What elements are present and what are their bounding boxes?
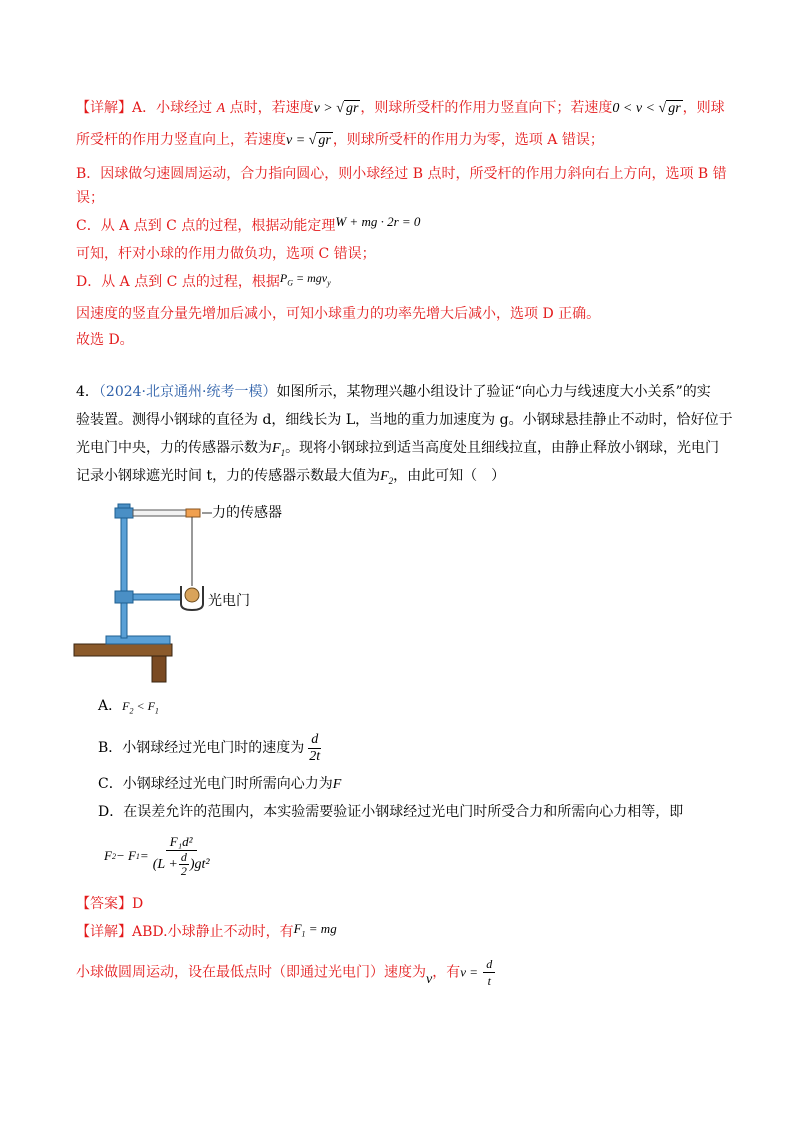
detail-line-4: 误； — [76, 190, 104, 206]
stand-pole — [121, 510, 127, 638]
detail-line-6: 可知，杆对小球的作用力做负功，选项 C 错误； — [76, 246, 376, 262]
question-4-line-2: 验装置。测得小钢球的直径为 d，细线长为 L，当地的重力加速度为 g。小钢球悬挂静止不动时，恰好位于 — [76, 412, 733, 428]
detail-line-5: C．从 A 点到 C 点的过程，根据动能定理W + mg · 2r = 0 — [76, 214, 421, 234]
force-sensor — [186, 509, 200, 517]
condition-math: 0 < v < √ gr — [612, 101, 681, 116]
detail-line-2: 所受杆的作用力竖直向上，若速度v = √ gr ，则球所受杆的作用力为零，选项 A 错误； — [76, 132, 604, 148]
detail-line-3: B．因球做匀速圆周运动，合力指向圆心，则小球经过 B 点时，所受杆的作用力斜向右上方向，选项 B 错 — [76, 166, 727, 182]
energy-equation: W + mg · 2r = 0 — [335, 214, 421, 229]
force-f2: $F_2$ — [380, 469, 394, 486]
answer-value: D — [132, 896, 144, 912]
detail-line-7: D．从 A 点到 C 点的过程，根据$P_G = mgv_y$ — [76, 271, 331, 290]
apparatus-drawing — [70, 498, 330, 688]
table-leg — [152, 656, 166, 682]
option-d-equation: F 2 − F 1 = F₁d² (L + $\frac{d}{2}$ )gt² — [104, 826, 214, 886]
power-equation: $P_G = mgv_y$ — [279, 271, 331, 288]
label-force-sensor: 力的传感器 — [212, 505, 282, 521]
detail-line-1: 【详解】A．小球经过 A 点时，若速度v > √ gr ，则球所受杆的作用力竖直向下；若速度0 < v < √ gr ，则球 — [76, 100, 725, 116]
detail-line-9: 故选 D。 — [76, 332, 134, 348]
detail-tag: 【详解】 — [76, 100, 132, 116]
condition-math: v > √ gr — [313, 101, 359, 116]
answer-line — [76, 894, 143, 914]
question-source: （2024·北京通州·统考一模） — [98, 384, 277, 400]
apparatus-figure — [70, 498, 330, 688]
gate-arm — [133, 594, 181, 600]
top-clamp — [115, 508, 133, 518]
stand-base — [106, 636, 170, 644]
middle-clamp — [115, 591, 133, 603]
question-number: 4． — [76, 384, 99, 400]
question-4-line-1: 4．（2024·北京通州·统考一模）如图所示，某物理兴趣小组设计了验证“向心力与线速度大小关系”的实 — [76, 384, 711, 400]
detail-4-line-2: 小球做圆周运动，设在最低点时（即通过光电门）速度为v，有v = $\frac{d}{t}$ — [76, 956, 497, 989]
sensor-arm — [133, 510, 189, 516]
force-f1: $F_1$ — [272, 441, 286, 458]
detail-line-8: 因速度的竖直分量先增加后减小，可知小球重力的功率先增大后减小，选项 D 正确。 — [76, 306, 601, 322]
condition-math: v = √ gr — [286, 133, 331, 148]
steel-ball — [185, 588, 199, 602]
detail-4-line-1: 【详解】ABD.小球静止不动时，有$F_1$ = mg — [76, 921, 337, 940]
table-top — [74, 644, 172, 656]
option-b: B．小钢球经过光电门时的速度为 $\frac{d}{2t}$ — [98, 730, 325, 766]
option-d: D．在误差允许的范围内，本实验需要验证小钢球经过光电门时所受合力和所需向心力相等，即 — [98, 804, 684, 820]
question-4-line-4: 记录小钢球遮光时间 t，力的传感器示数最大值为$F_2$，由此可知（ ） — [76, 468, 506, 486]
detail-tag: 【详解】 — [76, 924, 132, 940]
option-c: C．小钢球经过光电门时所需向心力为F — [98, 776, 342, 792]
label-photogate: 光电门 — [208, 593, 250, 609]
question-4-line-3: 光电门中央，力的传感器示数为$F_1$。现将小钢球拉到适当高度处且细线拉直，由静止释放小钢球，光电门 — [76, 440, 720, 458]
answer-tag: 【答案】 — [76, 896, 132, 912]
fraction-d-over-2t: $\frac{d}{2t}$ — [309, 731, 321, 764]
centripetal-fraction: F₁d² (L + $\frac{d}{2}$ )gt² — [152, 834, 210, 878]
option-a: A．$F_2 < F_1$ — [98, 698, 159, 716]
